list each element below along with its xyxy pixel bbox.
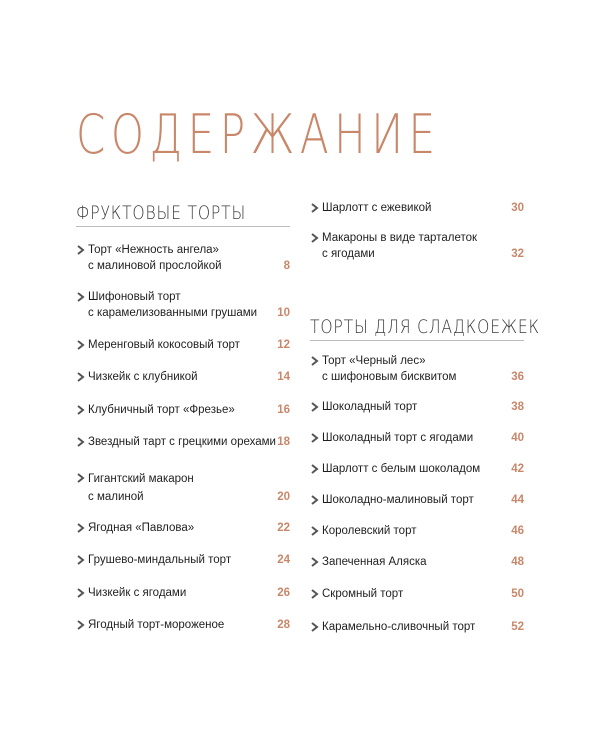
entry-title: Чизкейк с ягодами xyxy=(88,587,187,599)
entry-page-number: 52 xyxy=(511,621,524,633)
entry-page-number: 44 xyxy=(511,494,524,506)
entry-page-number: 30 xyxy=(511,202,524,214)
entry-title: Звездный тарт с грецкими орехами xyxy=(88,436,276,448)
entry-title: Гигантский макарон xyxy=(88,473,194,485)
chevron-right-icon xyxy=(310,464,320,474)
toc-entry[interactable] xyxy=(310,430,524,446)
entry-page-number: 24 xyxy=(277,554,290,566)
entry-page-number: 20 xyxy=(277,491,290,503)
toc-entry[interactable] xyxy=(310,461,524,477)
chevron-right-icon xyxy=(76,372,86,382)
entry-page-number: 8 xyxy=(283,260,290,272)
entry-subtitle: с карамелизованными грушами xyxy=(88,307,258,319)
entry-title: Клубничный торт «Фрезье» xyxy=(88,404,235,416)
toc-entry[interactable] xyxy=(76,552,290,568)
entry-title: Меренговый кокосовый торт xyxy=(88,339,240,351)
entry-page-number: 16 xyxy=(277,404,290,416)
chevron-right-icon xyxy=(76,405,86,415)
toc-entry[interactable] xyxy=(76,520,290,536)
page-title: СОДЕРЖАНИЕ xyxy=(76,103,441,166)
section-divider xyxy=(310,340,524,341)
toc-entry[interactable] xyxy=(310,399,524,415)
entry-page-number: 10 xyxy=(277,307,290,319)
toc-entry[interactable] xyxy=(76,402,290,418)
toc-entry[interactable] xyxy=(310,200,524,216)
entry-page-number: 50 xyxy=(511,588,524,600)
chevron-right-icon xyxy=(310,589,320,599)
entry-page-number: 40 xyxy=(511,432,524,444)
entry-title: Шарлотт с белым шоколадом xyxy=(322,463,481,475)
entry-title: Ягодный торт-мороженое xyxy=(88,619,225,631)
chevron-right-icon xyxy=(310,495,320,505)
entry-title: Шоколадный торт xyxy=(322,401,418,413)
section-title-sweet: ТОРТЫ ДЛЯ СЛАДКОЕЖЕК xyxy=(310,316,540,338)
toc-entry[interactable] xyxy=(310,523,524,539)
entry-subtitle: с малиновой прослойкой xyxy=(88,260,222,272)
entry-title: Шифоновый торт xyxy=(88,291,181,303)
section-title-fruit: ФРУКТОВЫЕ ТОРТЫ xyxy=(76,202,247,224)
entry-title: Чизкейк с клубникой xyxy=(88,371,198,383)
entry-subtitle: с шифоновым бисквитом xyxy=(322,371,457,383)
entry-page-number: 48 xyxy=(511,556,524,568)
entry-page-number: 42 xyxy=(511,463,524,475)
entry-title: Ягодная «Павлова» xyxy=(88,522,195,534)
entry-title: Запеченная Аляска xyxy=(322,556,427,568)
chevron-right-icon xyxy=(76,555,86,565)
chevron-right-icon xyxy=(76,245,86,255)
chevron-right-icon xyxy=(310,233,320,243)
chevron-right-icon xyxy=(310,402,320,412)
entry-page-number: 36 xyxy=(511,371,524,383)
toc-entry[interactable] xyxy=(310,554,524,570)
chevron-right-icon xyxy=(310,526,320,536)
entry-page-number: 14 xyxy=(277,371,290,383)
toc-entry[interactable] xyxy=(310,353,524,385)
toc-entry[interactable] xyxy=(76,585,290,601)
toc-entry[interactable] xyxy=(76,470,290,506)
chevron-right-icon xyxy=(76,620,86,630)
entry-title: Карамельно-сливочный торт xyxy=(322,621,476,633)
entry-page-number: 38 xyxy=(511,401,524,413)
toc-entry[interactable] xyxy=(76,289,290,321)
entry-page-number: 18 xyxy=(277,436,290,448)
entry-page-number: 22 xyxy=(277,522,290,534)
chevron-right-icon xyxy=(310,557,320,567)
toc-entry[interactable] xyxy=(76,369,290,385)
toc-entry[interactable] xyxy=(310,619,524,635)
chevron-right-icon xyxy=(76,588,86,598)
chevron-right-icon xyxy=(310,203,320,213)
entry-title: Грушево-миндальный торт xyxy=(88,554,232,566)
entry-subtitle: с малиной xyxy=(88,491,144,503)
entry-subtitle: с ягодами xyxy=(322,248,375,260)
entry-title: Шоколадный торт с ягодами xyxy=(322,432,474,444)
entry-page-number: 28 xyxy=(277,619,290,631)
toc-entry[interactable] xyxy=(76,617,290,633)
entry-page-number: 46 xyxy=(511,525,524,537)
toc-entry[interactable] xyxy=(76,434,290,450)
section-divider xyxy=(76,226,290,227)
chevron-right-icon xyxy=(76,340,86,350)
entry-title: Шоколадно-малиновый торт xyxy=(322,494,474,506)
entry-title: Торт «Нежность ангела» xyxy=(88,244,219,256)
chevron-right-icon xyxy=(76,473,86,483)
chevron-right-icon xyxy=(310,356,320,366)
entry-page-number: 32 xyxy=(511,248,524,260)
entry-title: Скромный торт xyxy=(322,588,404,600)
chevron-right-icon xyxy=(76,437,86,447)
chevron-right-icon xyxy=(310,433,320,443)
chevron-right-icon xyxy=(76,523,86,533)
entry-title: Шарлотт с ежевикой xyxy=(322,202,432,214)
entry-page-number: 12 xyxy=(277,339,290,351)
entry-title: Макароны в виде тарталеток xyxy=(322,232,478,244)
chevron-right-icon xyxy=(76,292,86,302)
chevron-right-icon xyxy=(310,622,320,632)
toc-entry[interactable] xyxy=(310,586,524,602)
entry-page-number: 26 xyxy=(277,587,290,599)
toc-entry[interactable] xyxy=(310,230,524,262)
entry-title: Торт «Черный лес» xyxy=(322,355,426,367)
toc-entry[interactable] xyxy=(310,492,524,508)
entry-title: Королевский торт xyxy=(322,525,417,537)
toc-entry[interactable] xyxy=(76,337,290,353)
toc-entry[interactable] xyxy=(76,242,290,274)
